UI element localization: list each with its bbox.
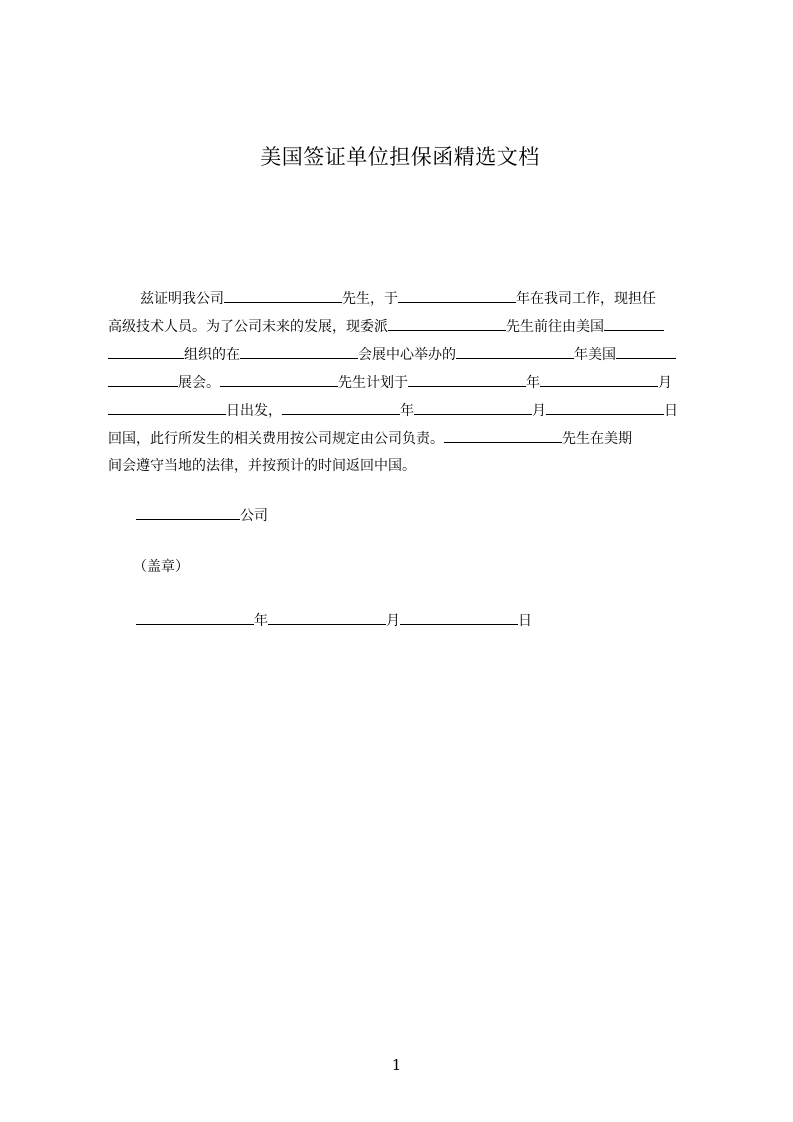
date-line [136, 610, 532, 631]
blank-field [604, 316, 664, 331]
page-number: 1 [391, 1056, 402, 1074]
blank-field [240, 344, 358, 359]
body-line-5 [108, 400, 678, 420]
blank-field [108, 344, 184, 359]
body-text: 先生计划于 [338, 375, 408, 391]
date-year-label: 年 [254, 613, 268, 629]
body-text: 组织的在 [184, 347, 240, 363]
blank-field [444, 428, 562, 443]
company-signature-line [136, 505, 268, 526]
blank-field [136, 505, 240, 520]
blank-field [408, 372, 526, 387]
body-line-6 [108, 428, 632, 448]
blank-field [220, 372, 338, 387]
blank-field [540, 372, 658, 387]
date-month-label: 月 [386, 613, 400, 629]
blank-field [108, 400, 226, 415]
body-text: 先生，于 [342, 291, 398, 307]
body-line-1 [140, 288, 656, 308]
body-text: 会展中心举办的 [358, 347, 456, 363]
company-label: 公司 [240, 508, 268, 524]
blank-field [546, 400, 664, 415]
blank-field [398, 288, 516, 303]
body-text: 年 [400, 403, 414, 419]
body-text: 年美国 [574, 347, 616, 363]
body-text: 高级技术人员。为了公司未来的发展，现委派 [108, 319, 388, 335]
blank-field [268, 610, 386, 625]
body-text: 月 [532, 403, 546, 419]
document-title: 美国签证单位担保函精选文档 [260, 145, 540, 169]
body-line-7 [108, 456, 416, 476]
blank-field [282, 400, 400, 415]
blank-field [388, 316, 506, 331]
body-line-2 [108, 316, 664, 336]
body-text: 日 [664, 403, 678, 419]
body-text: 月 [658, 375, 672, 391]
body-text: 兹证明我公司 [140, 291, 224, 307]
body-text: 先生在美期 [562, 431, 632, 447]
body-text: 回国，此行所发生的相关费用按公司规定由公司负责。 [108, 431, 444, 447]
date-day-label: 日 [518, 613, 532, 629]
blank-field [414, 400, 532, 415]
body-line-3 [108, 344, 676, 364]
blank-field [108, 372, 178, 387]
body-text: 间会遵守当地的法律，并按预计的时间返回中国。 [108, 458, 416, 474]
blank-field [456, 344, 574, 359]
body-text: 年在我司工作，现担任 [516, 291, 656, 307]
blank-field [136, 610, 254, 625]
body-text: 展会。 [178, 375, 220, 391]
blank-field [224, 288, 342, 303]
document-body [108, 288, 698, 488]
body-text: 先生前往由美国 [506, 319, 604, 335]
seal-label: （盖章） [133, 559, 189, 575]
body-text: 日出发， [226, 403, 282, 419]
body-line-4 [108, 372, 672, 392]
blank-field [400, 610, 518, 625]
body-text: 年 [526, 375, 540, 391]
blank-field [616, 344, 676, 359]
